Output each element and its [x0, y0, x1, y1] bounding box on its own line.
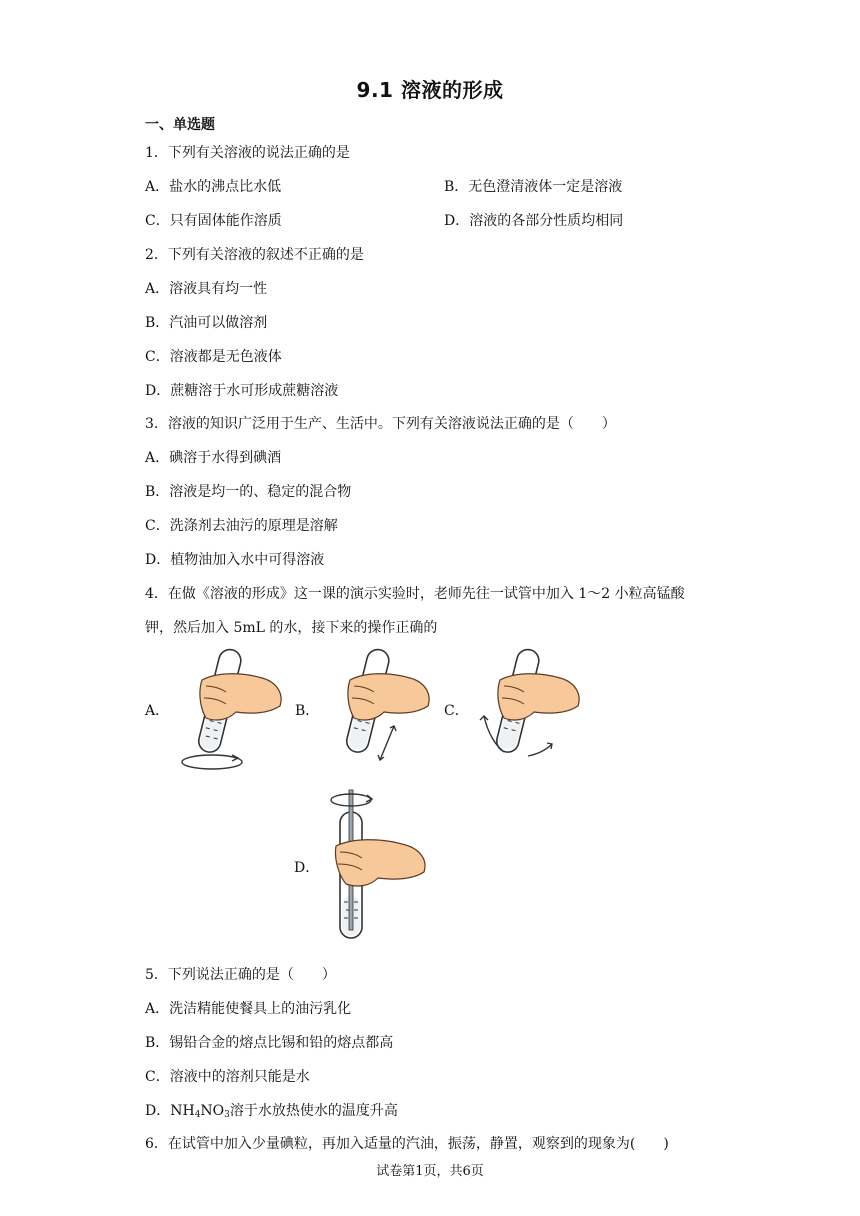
q2-option-d: D．蔗糖溶于水可形成蔗糖溶液	[145, 383, 339, 399]
q5-d-suffix: 溶于水放热使水的温度升高	[229, 1103, 398, 1119]
q4-label-c: C．	[444, 703, 469, 719]
figure-c-swing-test-tube-icon	[470, 642, 600, 774]
q3-option-b: B．溶液是均一的、稳定的混合物	[145, 484, 352, 500]
q5-d-sub-3: 3	[224, 1110, 230, 1120]
q2-option-c: C．溶液都是无色液体	[145, 349, 282, 365]
section-heading: 一、单选题	[145, 117, 215, 133]
q1-option-c: C．只有固体能作溶质	[145, 213, 282, 229]
figure-b-shake-test-tube-icon	[320, 642, 440, 774]
question-4-stem-line1: 4．在做《溶液的形成》这一课的演示实验时，老师先往一试管中加入 1～2 小粒高锰酸	[145, 586, 685, 602]
q3-option-a: A．碘溶于水得到碘酒	[145, 450, 282, 466]
page-footer: 试卷第1页，共6页	[376, 1164, 484, 1179]
q3-option-d: D．植物油加入水中可得溶液	[145, 552, 325, 568]
q4-label-d: D．	[294, 860, 320, 876]
q5-d-mid: NO	[200, 1103, 225, 1119]
question-6-stem: 6．在试管中加入少量碘粒，再加入适量的汽油，振荡，静置，观察到的现象为( )	[145, 1136, 669, 1152]
figure-a-swirl-test-tube-icon	[172, 642, 292, 774]
q1-option-a: A．盐水的沸点比水低	[145, 179, 282, 195]
q2-option-b: B．汽油可以做溶剂	[145, 315, 268, 331]
q2-option-a: A．溶液具有均一性	[145, 281, 268, 297]
q5-option-d	[145, 1100, 398, 1120]
q5-option-a: A．洗洁精能使餐具上的油污乳化	[145, 1001, 352, 1017]
question-4-stem-line2: 钾，然后加入 5mL 的水，接下来的操作正确的	[145, 620, 438, 636]
question-1-stem: 1．下列有关溶液的说法正确的是	[145, 145, 350, 161]
q4-label-a: A．	[145, 703, 170, 719]
q5-d-sub-4: 4	[194, 1110, 201, 1120]
page-title: 9.1 溶液的形成	[356, 78, 504, 102]
q1-option-d: D．溶液的各部分性质均相同	[444, 213, 624, 229]
q4-label-b: B．	[295, 703, 320, 719]
q5-d-prefix: D．NH	[145, 1103, 195, 1119]
question-3-stem: 3．溶液的知识广泛用于生产、生活中。下列有关溶液说法正确的是（ ）	[145, 416, 616, 432]
q3-option-c: C．洗涤剂去油污的原理是溶解	[145, 518, 338, 534]
q1-option-b: B．无色澄清液体一定是溶液	[444, 179, 623, 195]
question-2-stem: 2．下列有关溶液的叙述不正确的是	[145, 247, 364, 263]
figure-d-stir-rod-test-tube-icon	[320, 786, 440, 944]
q5-option-c: C．溶液中的溶剂只能是水	[145, 1069, 310, 1085]
q5-option-b: B．锡铅合金的熔点比锡和铅的熔点都高	[145, 1035, 394, 1051]
question-5-stem: 5．下列说法正确的是（ ）	[145, 967, 336, 983]
